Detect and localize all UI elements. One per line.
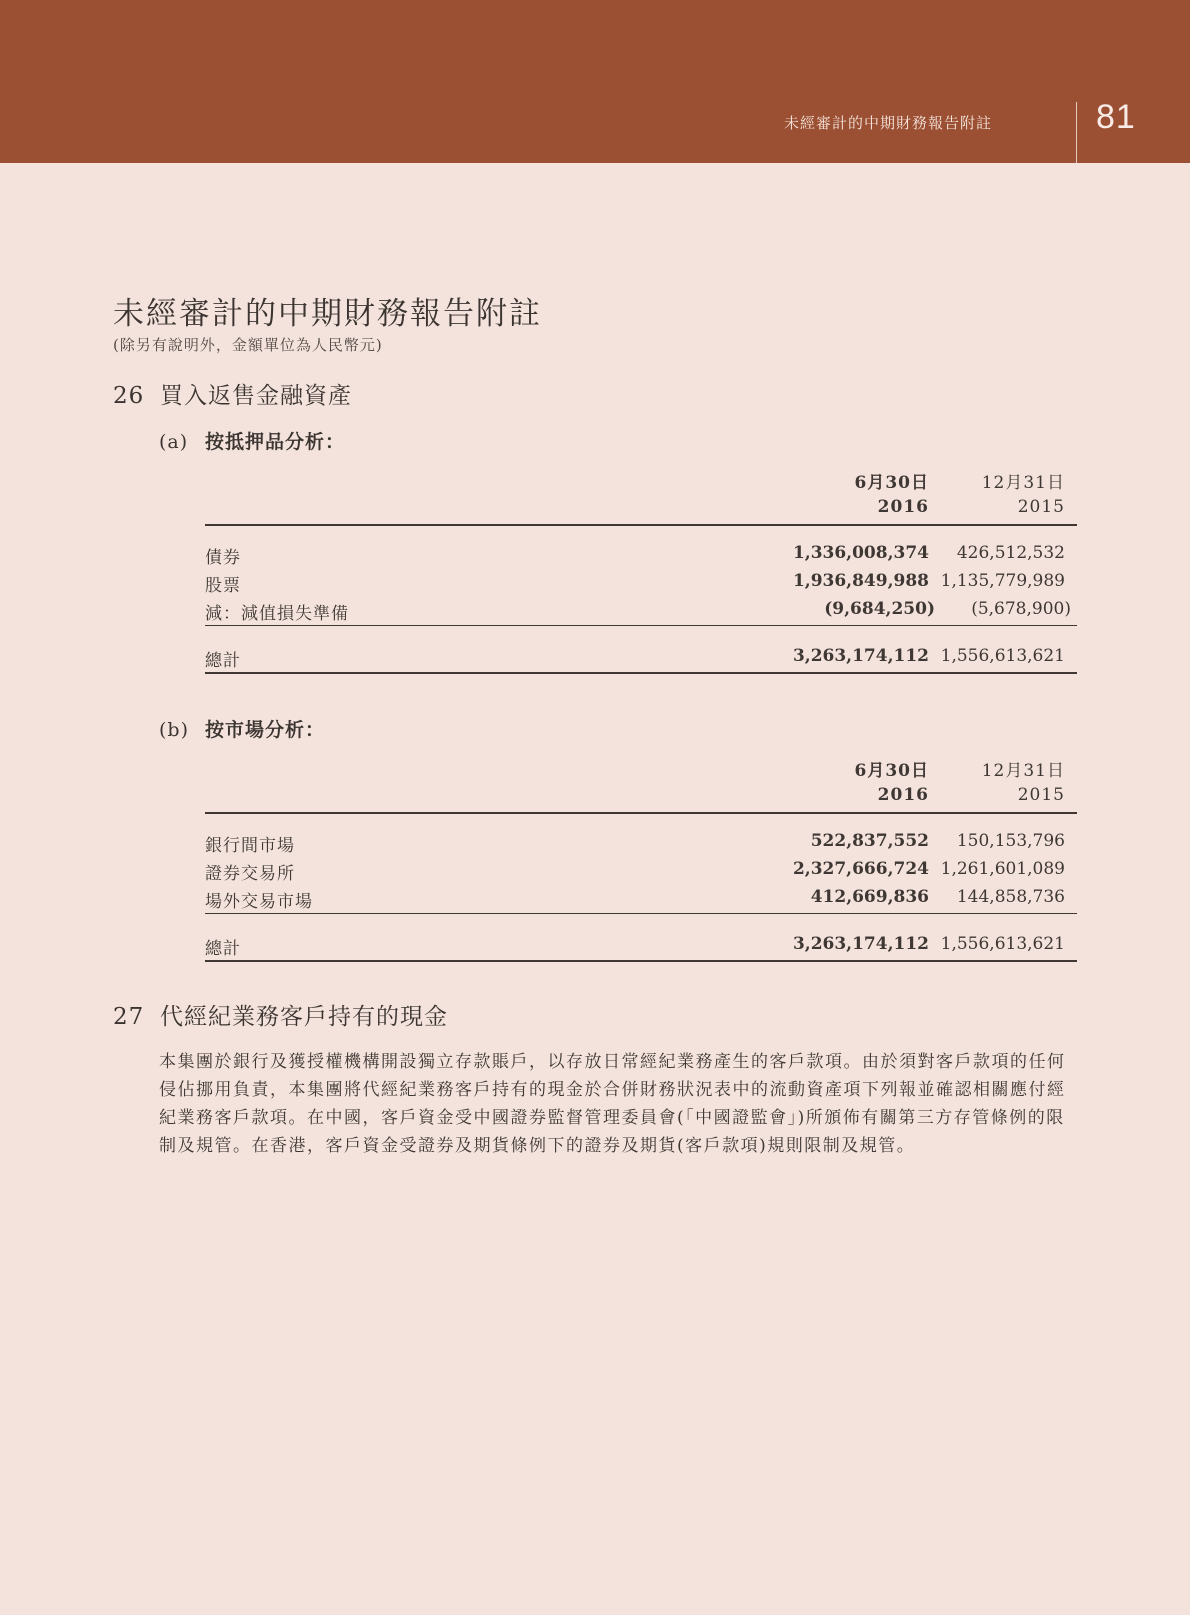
note-27-number: 27 bbox=[113, 1004, 145, 1030]
page-subtitle: (除另有說明外，金額單位為人民幣元) bbox=[113, 336, 383, 354]
col2-year: 2015 bbox=[1017, 785, 1065, 805]
running-header-title: 未經審計的中期財務報告附註 bbox=[783, 114, 992, 132]
note-27-paragraph bbox=[159, 1048, 1079, 1160]
note-26a-letter: (a) bbox=[159, 431, 189, 453]
col1-date: 6月30日 bbox=[854, 473, 929, 493]
note-27-heading bbox=[113, 998, 448, 1031]
col1-year: 2016 bbox=[877, 497, 929, 517]
page-header bbox=[0, 0, 1190, 163]
note-26b-title: 按市場分析： bbox=[205, 719, 326, 741]
total-rule bbox=[205, 960, 1077, 962]
col2-date: 12月31日 bbox=[981, 473, 1065, 493]
col2-year: 2015 bbox=[1017, 497, 1065, 517]
note-26a-title: 按抵押品分析： bbox=[205, 431, 346, 453]
note-26b-letter: (b) bbox=[159, 719, 189, 741]
total-rule bbox=[205, 672, 1077, 674]
table-row: 銀行間市場 522,837,552 150,153,796 bbox=[205, 831, 1065, 856]
table-total-row: 總計 3,263,174,112 1,556,613,621 bbox=[205, 934, 1065, 959]
note-26a-heading bbox=[159, 427, 345, 454]
note-26-title: 買入返售金融資產 bbox=[160, 383, 352, 409]
col1-date: 6月30日 bbox=[854, 761, 929, 781]
page-title: 未經審計的中期財務報告附註 bbox=[113, 296, 542, 332]
col1-year: 2016 bbox=[877, 785, 929, 805]
note-26-heading bbox=[113, 377, 352, 410]
table-row: 減：減值損失準備 (9,684,250) (5,678,900) bbox=[205, 599, 1071, 624]
paragraph-line: 紀業務客戶款項。在中國，客戶資金受中國證券監督管理委員會(「中國證監會」)所頒佈有關第三方存管條例的限 bbox=[159, 1108, 1065, 1128]
header-divider bbox=[1076, 102, 1077, 163]
page-number: 81 bbox=[1096, 98, 1136, 136]
paragraph-line: 本集團於銀行及獲授權機構開設獨立存款賬戶，以存放日常經紀業務產生的客戶款項。由於須對客戶款項的任何 bbox=[159, 1052, 1066, 1072]
subtotal-rule bbox=[205, 913, 1077, 914]
note-26b-heading bbox=[159, 715, 325, 742]
note-27-title: 代經紀業務客戶持有的現金 bbox=[160, 1004, 448, 1030]
collateral-table bbox=[205, 468, 1077, 678]
table-row: 債券 1,336,008,374 426,512,532 bbox=[205, 543, 1065, 568]
table-row: 股票 1,936,849,988 1,135,779,989 bbox=[205, 571, 1065, 596]
col2-date: 12月31日 bbox=[981, 761, 1065, 781]
subtotal-rule bbox=[205, 625, 1077, 626]
note-26-number: 26 bbox=[113, 383, 145, 409]
paragraph-line: 侵佔挪用負責，本集團將代經紀業務客戶持有的現金於合併財務狀況表中的流動資產項下列報並確認相關應付經 bbox=[159, 1080, 1066, 1100]
table-total-row: 總計 3,263,174,112 1,556,613,621 bbox=[205, 646, 1065, 671]
paragraph-line: 制及規管。在香港，客戶資金受證券及期貨條例下的證券及期貨(客戶款項)規則限制及規管。 bbox=[159, 1136, 916, 1156]
table-header-rule bbox=[205, 812, 1077, 814]
market-table bbox=[205, 756, 1077, 966]
table-header-rule bbox=[205, 524, 1077, 526]
table-row: 證券交易所 2,327,666,724 1,261,601,089 bbox=[205, 859, 1065, 884]
table-row: 場外交易市場 412,669,836 144,858,736 bbox=[205, 887, 1065, 912]
